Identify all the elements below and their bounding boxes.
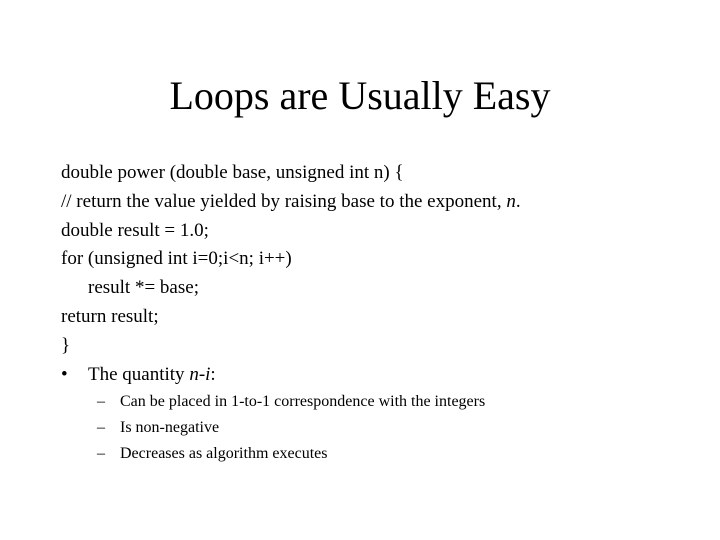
code-line-2-var: n	[506, 191, 516, 212]
sub-item-1	[97, 392, 485, 412]
sub-item-2-text: Is non-negative	[120, 419, 220, 436]
dash-mark: –	[97, 419, 105, 436]
dash-mark: –	[97, 393, 105, 410]
code-line-2-prefix: // return the value yielded by raising base to the exponent,	[61, 191, 507, 212]
code-line-5: result *= base;	[88, 277, 199, 298]
bullet-prefix: The quantity	[88, 364, 190, 385]
code-line-2-suffix: .	[515, 191, 521, 212]
code-line-2	[61, 190, 521, 214]
code-line-7: }	[61, 335, 71, 356]
sub-item-1-text: Can be placed in 1-to-1 correspondence with the integers	[120, 393, 486, 410]
code-line-6: return result;	[61, 306, 159, 327]
sub-item-3-text: Decreases as algorithm executes	[120, 445, 328, 462]
slide-title: Loops are Usually Easy	[169, 73, 551, 118]
code-line-3: double result = 1.0;	[61, 220, 209, 241]
sub-item-2	[97, 418, 219, 438]
bullet-suffix: :	[210, 364, 216, 385]
code-line-4: for (unsigned int i=0;i<n; i++)	[61, 248, 292, 269]
code-line-1: double power (double base, unsigned int n) {	[61, 162, 404, 183]
bullet-item	[61, 363, 216, 387]
sub-item-3	[97, 444, 327, 464]
dash-mark: –	[97, 445, 105, 462]
bullet-mark: •	[61, 364, 68, 385]
bullet-var: n-i	[189, 364, 211, 385]
